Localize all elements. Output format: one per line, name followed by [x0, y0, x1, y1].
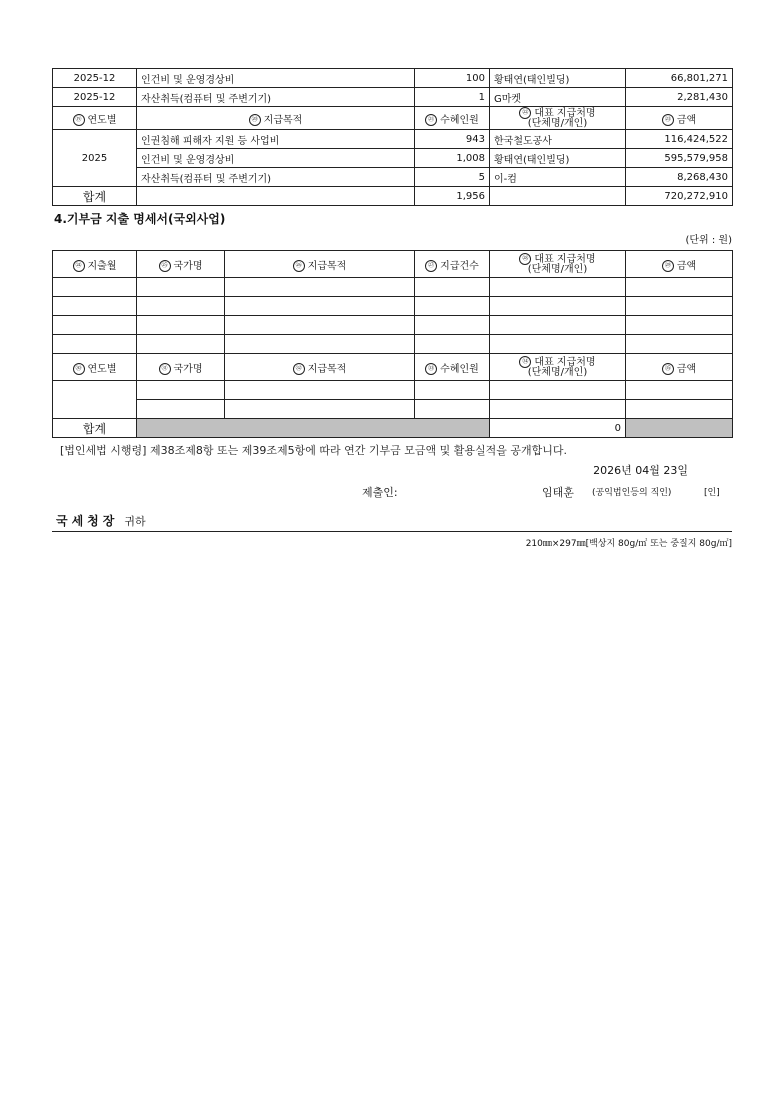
document-page	[52, 68, 732, 549]
header-count: ㉑ 수혜인원	[415, 107, 490, 130]
submitter-line	[52, 478, 732, 500]
table-row	[53, 297, 733, 316]
seal-mark: [인]	[704, 488, 720, 498]
header-payee: ㉒ 대표 지급처명 (단체명/개인)	[490, 107, 626, 130]
table-header-row: ㉚ 연도별 ㉛ 국가명 ㉜ 지급목적 ㉝ 수혜인원 ㉞ 대표 지급처명 (단체명/개인) ㉟ 금액	[53, 354, 733, 381]
honorific: 귀하	[124, 515, 146, 528]
paper-spec: 210㎜×297㎜[백상지 80g/㎡ 또는 중질지 80g/㎡]	[525, 539, 732, 549]
header-year: ⑲ 연도별	[53, 107, 137, 130]
submitter-name: 임태훈	[542, 486, 574, 499]
total-row: 합계 1,956 720,272,910	[53, 187, 733, 206]
year-cell: 2025	[53, 130, 137, 187]
submitter-label: 제출인:	[362, 486, 398, 499]
table-header-row	[53, 107, 733, 130]
section-title: 4.기부금 지출 명세서(국외사업)	[54, 212, 226, 226]
table-row	[53, 278, 733, 297]
table-row: 자산취득(컴퓨터 및 주변기기) 5 이-컴 8,268,430	[53, 168, 733, 187]
recipient-line	[52, 506, 732, 532]
overseas-expense-table	[52, 250, 733, 438]
table-row	[53, 400, 733, 419]
header-purpose: ⑳ 지급목적	[137, 107, 415, 130]
table-row	[53, 316, 733, 335]
unit-label: (단위 : 원)	[685, 235, 732, 246]
total-row: 합계 0	[53, 419, 733, 438]
header-amount: ㉓ 금액	[626, 107, 733, 130]
table-row	[53, 381, 733, 400]
table-row	[53, 335, 733, 354]
table-row: 2025-12 인건비 및 운영경상비 100 황태연(태인빌딩) 66,801,271	[53, 69, 733, 88]
table-header-row: ㉔ 지출월 ㉕ 국가명 ㉖ 지급목적 ㉗ 지급건수 ㉘ 대표 지급처명 (단체명/개인) ㉙ 금액	[53, 251, 733, 278]
table-row: 2025-12 자산취득(컴퓨터 및 주변기기) 1 G마켓 2,281,430	[53, 88, 733, 107]
table-row: 2025 인권침해 피해자 지원 등 사업비 943 한국철도공사 116,424,522	[53, 130, 733, 149]
legal-notice: [법인세법 시행령] 제38조제8항 또는 제39조제5항에 따라 연간 기부금 모금액 및 활용실적을 공개합니다.	[60, 444, 567, 457]
annual-expense-table	[52, 68, 733, 206]
table-row: 인건비 및 운영경상비 1,008 황태연(태인빌딩) 595,579,958	[53, 149, 733, 168]
submitter-role: (공익법인등의 직인)	[592, 488, 672, 498]
submission-date: 2026년 04월 23일	[593, 464, 688, 477]
recipient-org: 국세청장	[56, 514, 119, 528]
